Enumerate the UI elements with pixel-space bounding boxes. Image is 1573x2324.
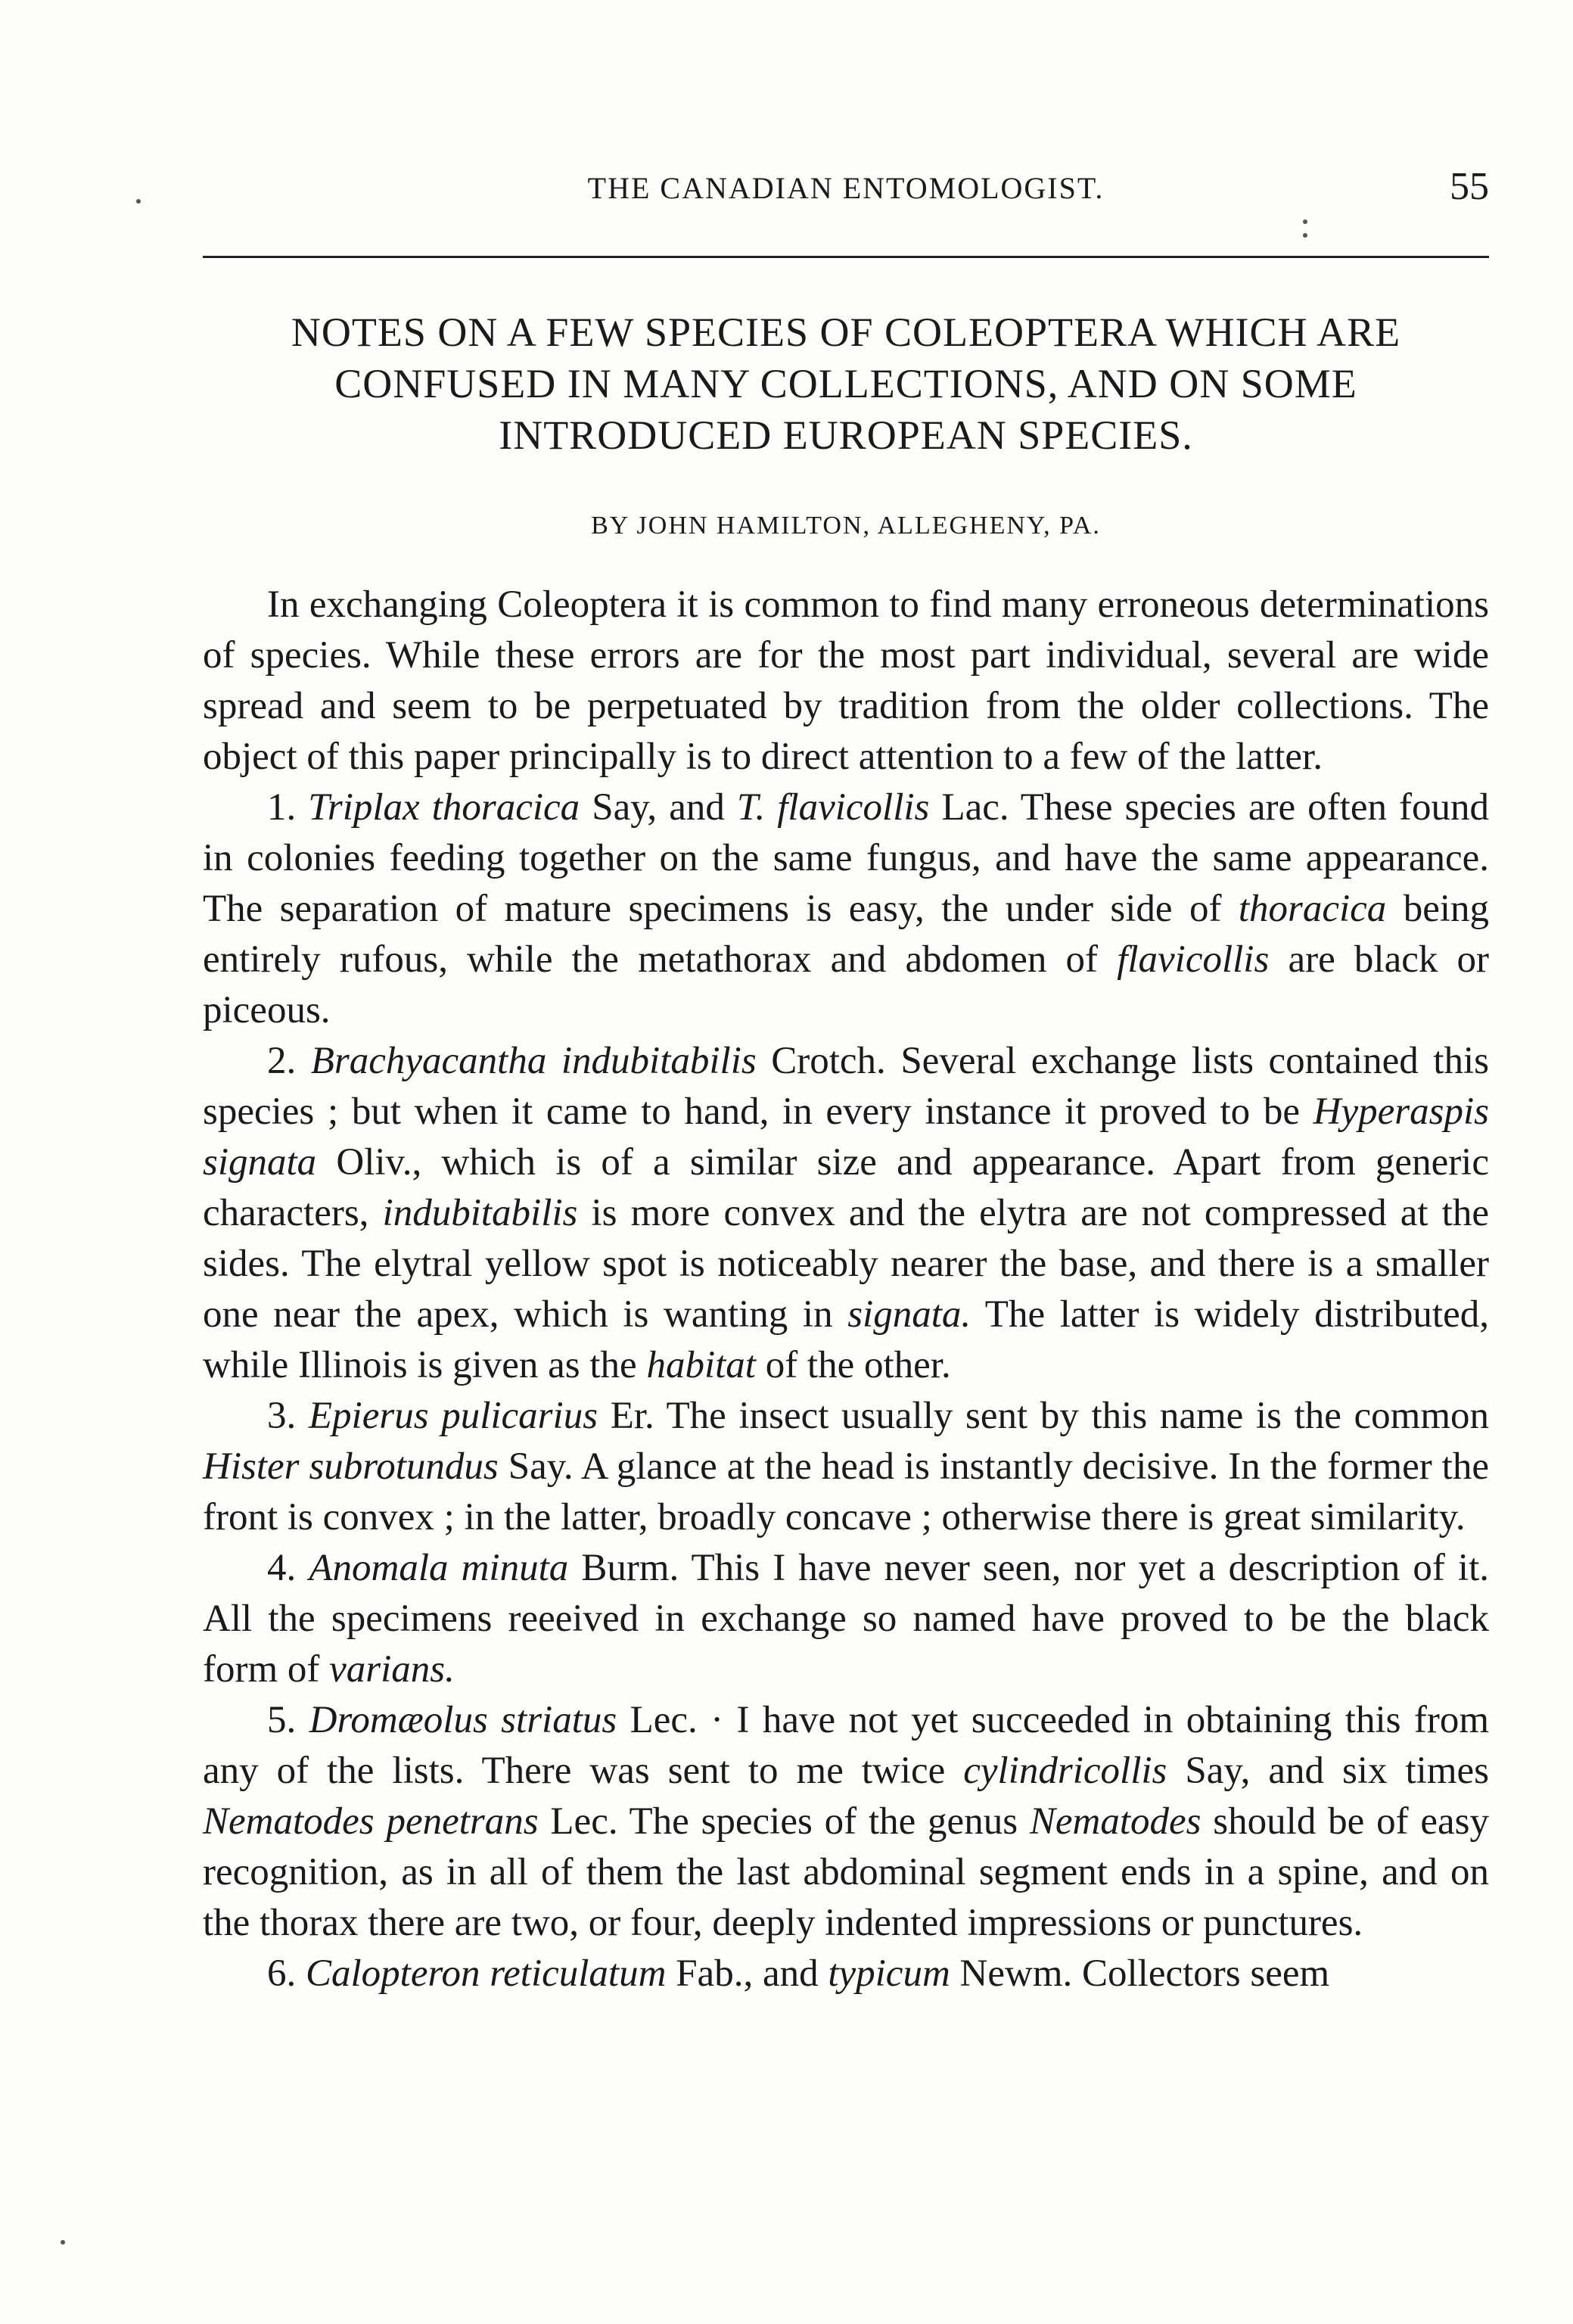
- paragraph-4: [203, 1543, 1489, 1695]
- item-number: 2.: [267, 1040, 297, 1082]
- paragraph-text: Lec. The species of the genus: [538, 1800, 1030, 1843]
- title-line: CONFUSED IN MANY COLLECTIONS, AND ON SOME: [334, 361, 1357, 406]
- paragraph-text: Burm. This I have never seen, nor yet a description of it. All the specimens reeeived in exchange so named have proved to be the black form of: [203, 1547, 1489, 1691]
- species-name: signata.: [847, 1293, 971, 1336]
- item-number: 3.: [267, 1395, 297, 1437]
- species-name: Hister subrotundus: [203, 1445, 499, 1488]
- paragraph-text: is more convex and the elytra are not compressed at the sides. The elytral yellow spot is noticeably nearer the base, and there is a smaller one near the apex, which is wanting in: [203, 1192, 1489, 1336]
- item-number: 4.: [267, 1547, 297, 1589]
- item-number: 6.: [267, 1952, 297, 1995]
- scan-speck: [61, 2240, 65, 2245]
- species-name: Anomala minuta: [309, 1547, 569, 1589]
- scan-speck: [1303, 219, 1307, 224]
- article-body: [203, 580, 1489, 1999]
- paragraph-text: of the other.: [755, 1344, 951, 1386]
- paragraph-text: Say, and six times: [1167, 1750, 1489, 1792]
- paragraph-text: The latter is widely distributed, while Illinois is given as the: [203, 1293, 1489, 1386]
- species-name: indubitabilis: [382, 1192, 578, 1234]
- species-name: cylindricollis: [963, 1750, 1167, 1792]
- paragraph-text: Oliv., which is of a similar size and appearance. Apart from generic characters,: [203, 1141, 1489, 1234]
- page-number: 55: [1450, 165, 1489, 208]
- scan-speck: [1303, 233, 1307, 238]
- species-name: typicum: [828, 1952, 950, 1995]
- paragraph-text: are black or piceous.: [203, 938, 1489, 1031]
- paragraph-2: [203, 1036, 1489, 1391]
- paragraph-text: Lac. These species are often found in colonies feeding together on the same fungus, and have the same appearance. The separation of mature specimens is easy, the under side of: [203, 786, 1489, 930]
- article-title: [203, 306, 1489, 461]
- paragraph-3: [203, 1391, 1489, 1543]
- scan-speck: [136, 199, 141, 204]
- species-name: flavicollis: [1117, 938, 1270, 981]
- paragraph-text: should be of easy recognition, as in all of them the last abdominal segment ends in a spine, and on the thorax there are two, or four, deeply indented impressions or punctures.: [203, 1800, 1489, 1944]
- paragraph-text: Say. A glance at the head is instantly decisive. In the former the front is convex ; in the latter, broadly concave ; otherwise there is great similarity.: [203, 1445, 1489, 1538]
- paragraph-text: Crotch. Several exchange lists contained this species ; but when it came to hand, in every instance it proved to be: [203, 1040, 1489, 1133]
- paragraph-text: Newm. Collectors seem: [950, 1952, 1330, 1995]
- paragraph-text: Fab., and: [666, 1952, 828, 1995]
- title-line: INTRODUCED EUROPEAN SPECIES.: [499, 412, 1193, 458]
- species-name: habitat: [646, 1344, 756, 1386]
- running-title: THE CANADIAN ENTOMOLOGIST.: [587, 171, 1105, 205]
- byline: BY JOHN HAMILTON, ALLEGHENY, PA.: [591, 512, 1101, 540]
- species-name: varians.: [329, 1648, 455, 1691]
- running-head: [203, 165, 1489, 223]
- title-line: NOTES ON A FEW SPECIES OF COLEOPTERA WHICH ARE: [291, 310, 1401, 355]
- species-name: Nematodes: [1029, 1800, 1202, 1843]
- item-number: 1.: [267, 786, 297, 829]
- species-name: Hyperaspis signata: [203, 1090, 1489, 1184]
- paragraph-text: being entirely rufous, while the metathorax and abdomen of: [203, 888, 1489, 981]
- paragraph-text: Lec. · I have not yet succeeded in obtaining this from any of the lists. There was sent to me twice: [203, 1699, 1490, 1792]
- species-name: Epierus pulicarius: [308, 1395, 598, 1437]
- paragraph-5: [203, 1695, 1489, 1949]
- item-number: 5.: [267, 1699, 297, 1741]
- species-name: Brachyacantha indubitabilis: [310, 1040, 757, 1082]
- paragraph-text: Say, and: [580, 786, 737, 829]
- paragraph-text: Er. The insect usually sent by this name is the common: [598, 1395, 1490, 1437]
- species-name: T. flavicollis: [736, 786, 930, 829]
- intro-paragraph: In exchanging Coleoptera it is common to find many erroneous determinations of species. While these errors are for the most part individual, several are wide spread and seem to be perpetuated by tradition from the older collections. The object of this paper principally is to direct attention to a few of the latter.: [203, 583, 1489, 778]
- paragraph-6: [203, 1949, 1489, 1999]
- species-name: Dromæolus striatus: [309, 1699, 617, 1741]
- paragraph-1: [203, 782, 1489, 1036]
- species-name: Triplax thoracica: [308, 786, 580, 829]
- species-name: Calopteron reticulatum: [306, 1952, 667, 1995]
- species-name: thoracica: [1238, 888, 1387, 930]
- header-rule: [203, 256, 1489, 258]
- species-name: Nematodes penetrans: [203, 1800, 539, 1843]
